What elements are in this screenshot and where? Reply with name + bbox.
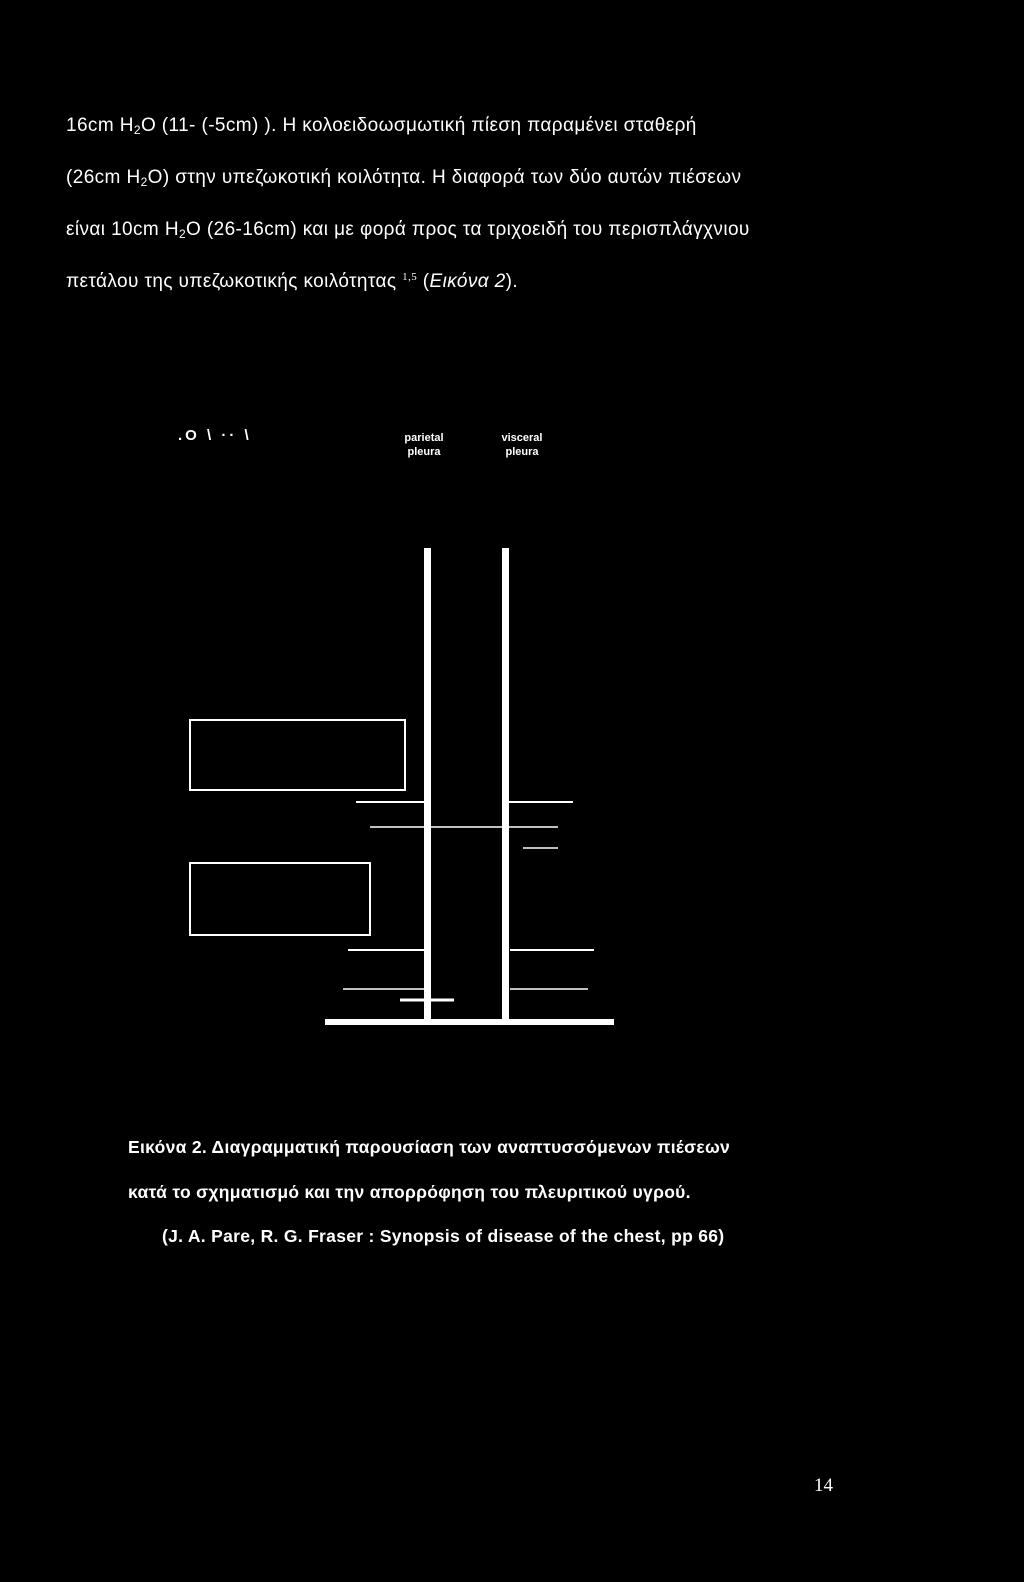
- paragraph-line-1: 16cm $H_2O$ (11- (-5cm) ). Η κολοειδοωσμωτική πίεση παραμένει σταθερή: [66, 115, 697, 137]
- paragraph-line-3: είναι 10cm $H_2O$ (26-16cm) και με φορά προς τα τριχοειδή του περισπλάγχνιου: [66, 219, 750, 241]
- visceral-pleura-label: visceral pleura: [501, 432, 543, 458]
- figure-caption-line-1: Εικόνα 2. Διαγραμματική παρουσίαση των αναπτυσσόμενων πιέσεων: [128, 1137, 731, 1157]
- parietal-pleura-label: parietal pleura: [404, 432, 444, 458]
- diagram-stray-marks: .O \ ·· \: [178, 427, 252, 444]
- visceral-pleura-line: [502, 548, 509, 1022]
- base-line: [325, 1019, 614, 1025]
- figure-caption-line-2: κατά το σχηματισμό και την απορρόφηση του πλευριτικού υγρού.: [128, 1182, 691, 1202]
- figure-caption-source: (J. A. Pare, R. G. Fraser : Synopsis of disease of the chest, pp 66): [162, 1226, 725, 1246]
- parietal-pleura-line: [424, 548, 431, 1022]
- lower-box: [190, 863, 370, 935]
- upper-box: [190, 720, 405, 790]
- paragraph-line-2: (26cm $H_2O$) στην υπεζωκοτική κοιλότητα. Η διαφορά των δύο αυτών πιέσεων: [66, 167, 742, 189]
- page-number: 14: [814, 1475, 833, 1496]
- paragraph-line-4: πετάλου της υπεζωκοτικής κοιλότητας $^{1,5}$ (Εικόνα 2).: [66, 271, 519, 292]
